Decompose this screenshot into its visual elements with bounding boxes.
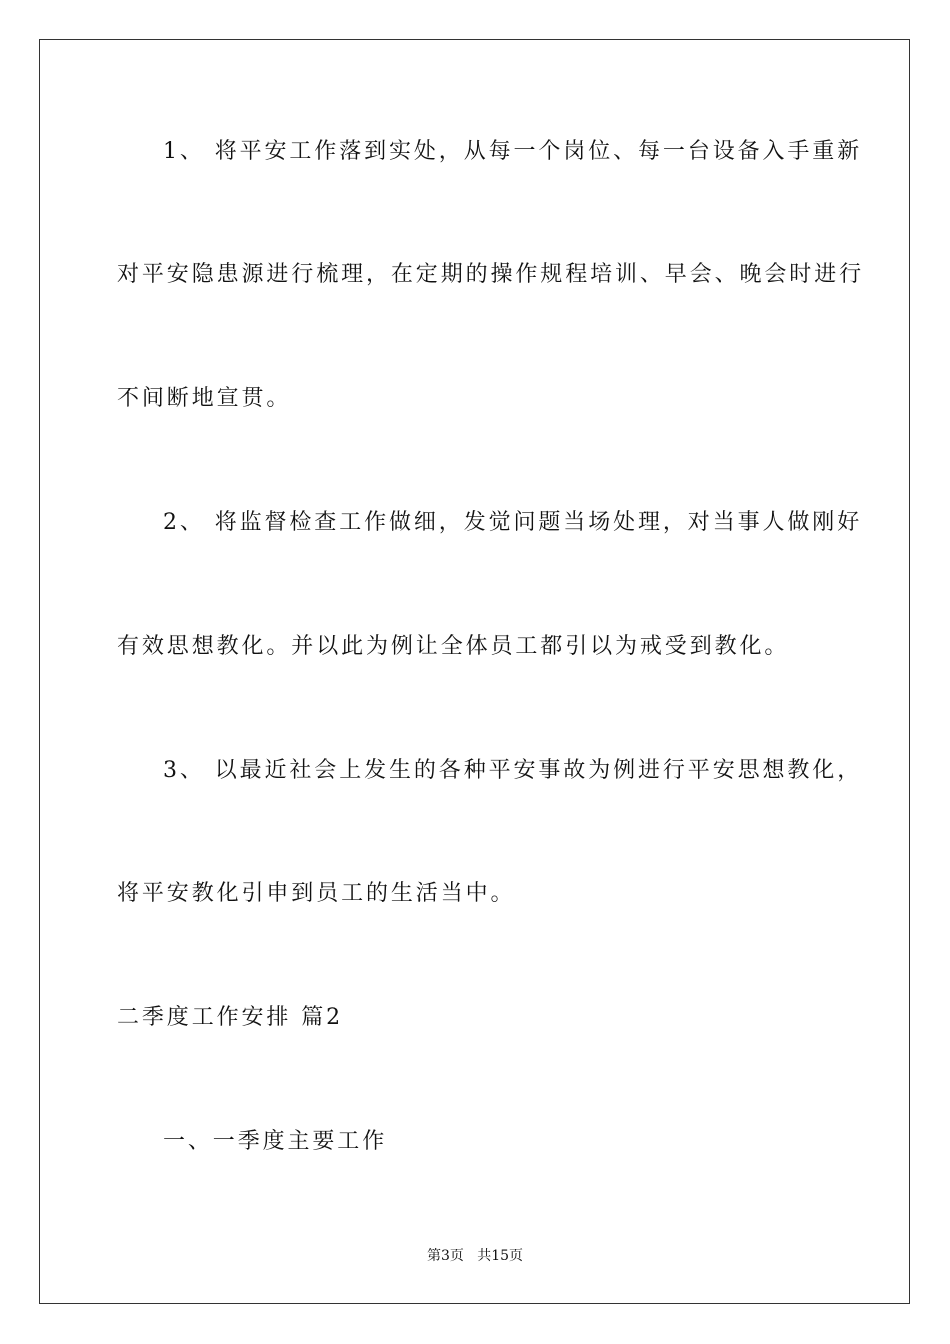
- paragraph-1-line-2: 对平安隐患源进行梳理，在定期的操作规程培训、早会、晚会时进行: [117, 262, 865, 287]
- paragraph-1-line-1: 1、 将平安工作落到实处，从每一个岗位、每一台设备入手重新: [163, 139, 863, 164]
- page-number-footer: 第3页 共15页: [426, 1248, 524, 1264]
- page-border: [39, 39, 910, 1304]
- paragraph-2-line-2: 有效思想教化。并以此为例让全体员工都引以为戒受到教化。: [117, 634, 790, 659]
- paragraph-3-line-1: 3、 以最近社会上发生的各种平安事故为例进行平安思想教化，: [163, 758, 863, 783]
- paragraph-3-line-2: 将平安教化引申到员工的生活当中。: [117, 881, 516, 906]
- paragraph-1-line-3: 不间断地宣贯。: [117, 386, 292, 411]
- paragraph-2-line-1: 2、 将监督检查工作做细，发觉问题当场处理，对当事人做刚好: [163, 510, 863, 535]
- section-heading: 二季度工作安排 篇2: [117, 1005, 343, 1030]
- subsection-heading: 一、一季度主要工作: [163, 1129, 388, 1154]
